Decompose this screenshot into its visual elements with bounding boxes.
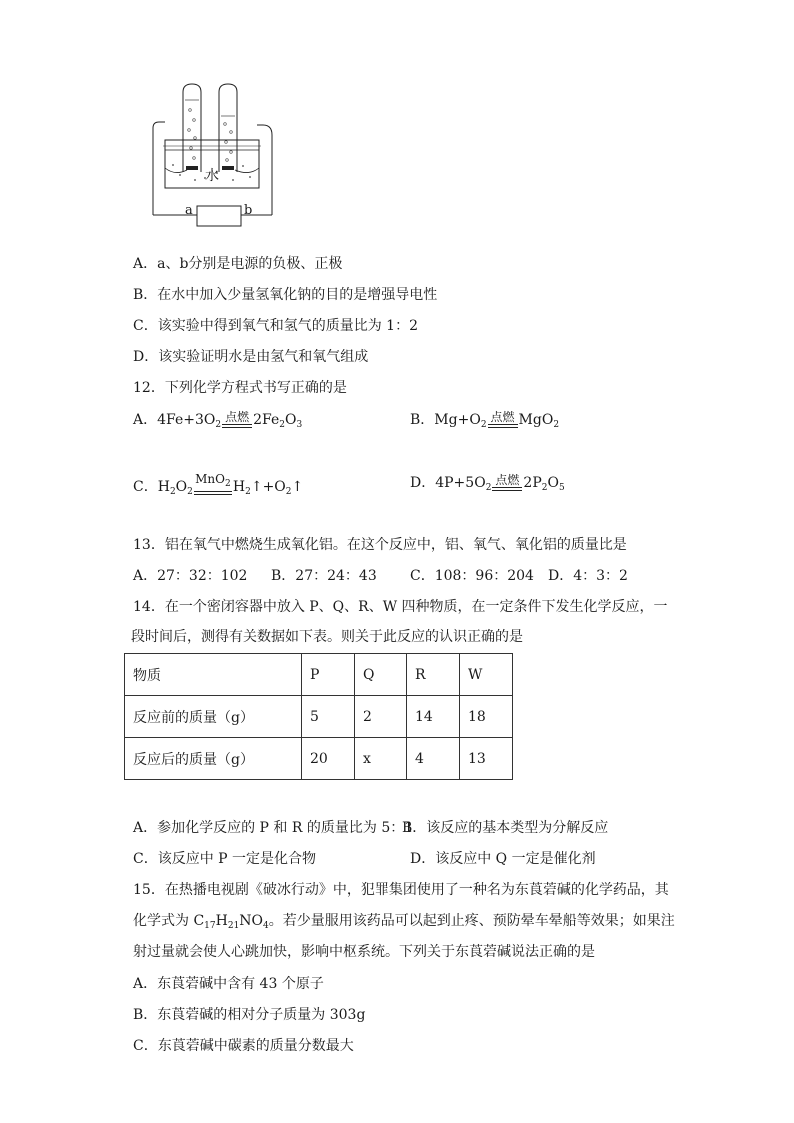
q11-option-b: B．在水中加入少量氢氧化钠的目的是增强导电性 <box>133 287 438 303</box>
condition-ignite: 点燃 <box>490 410 515 424</box>
q11-option-a: A．a、b分别是电源的负极、正极 <box>133 256 343 272</box>
q14-stem-line1: 14．在一个密闭容器中放入 P、Q、R、W 四种物质，在一定条件下发生化学反应，一 <box>133 599 668 615</box>
table-row <box>125 738 513 780</box>
q15-stem-line3: 射过量就会使人心跳加快，影响中枢系统。下列关于东莨菪碱说法正确的是 <box>133 944 595 960</box>
q12-option-c: C．$H_2O_2$ MnO$_2$ $H_2↑+O_2↑$ <box>133 472 304 497</box>
terminal-b-label: b <box>244 203 253 218</box>
q11-option-d: D．该实验证明水是由氢气和氧气组成 <box>133 349 369 365</box>
q14-option-c: C．该反应中 P 一定是化合物 <box>133 851 317 867</box>
q13-stem: 13．铝在氧气中燃烧生成氧化铝。在这个反应中，铝、氧气、氧化铝的质量比是 <box>133 537 627 553</box>
q15-stem-line1: 15．在热播电视剧《破冰行动》中，犯罪集团使用了一种名为东莨菪碱的化学药品，其 <box>133 882 669 898</box>
table-header-cell: 物质 <box>125 654 302 696</box>
condition-catalyst: MnO <box>195 472 225 486</box>
condition-ignite: 点燃 <box>225 410 250 424</box>
q14-option-b: B．该反应的基本类型为分解反应 <box>402 820 609 836</box>
table-cell: 5 <box>302 696 355 738</box>
q14-option-a: A．参加化学反应的 P 和 R 的质量比为 5：1 <box>133 820 414 836</box>
table-header-cell: P <box>302 654 355 696</box>
table-header-cell: R <box>407 654 460 696</box>
mass-data-table <box>124 653 513 780</box>
table-cell: x <box>355 738 407 780</box>
table-cell: 4 <box>407 738 460 780</box>
table-header-cell: W <box>460 654 513 696</box>
table-header-row <box>125 654 513 696</box>
q12-stem: 12．下列化学方程式书写正确的是 <box>133 380 347 396</box>
table-cell: 2 <box>355 696 407 738</box>
table-cell: 13 <box>460 738 513 780</box>
condition-ignite: 点燃 <box>495 473 520 487</box>
q15-option-b: B．东莨菪碱的相对分子质量为 303g <box>133 1007 366 1023</box>
q11-option-c: C．该实验中得到氧气和氢气的质量比为 1：2 <box>133 318 418 334</box>
q13-option-b: B．27：24：43 <box>271 568 377 584</box>
q12-option-a: A．$4Fe+3O_2$ 点燃 $2Fe_2O_3$ <box>133 410 303 430</box>
table-cell: 反应后的质量（g） <box>125 738 302 780</box>
table-cell: 14 <box>407 696 460 738</box>
table-cell: 18 <box>460 696 513 738</box>
table-row <box>125 696 513 738</box>
table-cell: 反应前的质量（g） <box>125 696 302 738</box>
q14-option-d: D．该反应中 Q 一定是催化剂 <box>410 851 596 867</box>
q15-option-a: A．东莨菪碱中含有 43 个原子 <box>133 976 324 992</box>
q13-option-c: C．108：96：204 <box>410 568 534 584</box>
q13-option-a: A．27：32：102 <box>133 568 248 584</box>
q12-option-d: D．$4P+5O_2$ 点燃 $2P_2O_5$ <box>410 473 565 493</box>
water-label: 水 <box>205 168 219 184</box>
q12-option-b: B．$Mg+O_2$ 点燃 MgO$_2$ <box>410 410 560 430</box>
q13-option-d: D．4：3：2 <box>548 568 628 584</box>
table-header-cell: Q <box>355 654 407 696</box>
q14-stem-line2: 段时间后，测得有关数据如下表。则关于此反应的认识正确的是 <box>131 629 523 645</box>
q15-option-c: C．东莨菪碱中碳素的质量分数最大 <box>133 1038 354 1054</box>
electrolysis-diagram <box>145 80 280 230</box>
q15-stem-line2: 化学式为 $C_{17}H_{21}NO_4$。若少量服用该药品可以起到止疼、预防晕车晕船等效果；如果注 <box>133 913 675 931</box>
terminal-a-label: a <box>185 203 193 218</box>
table-cell: 20 <box>302 738 355 780</box>
